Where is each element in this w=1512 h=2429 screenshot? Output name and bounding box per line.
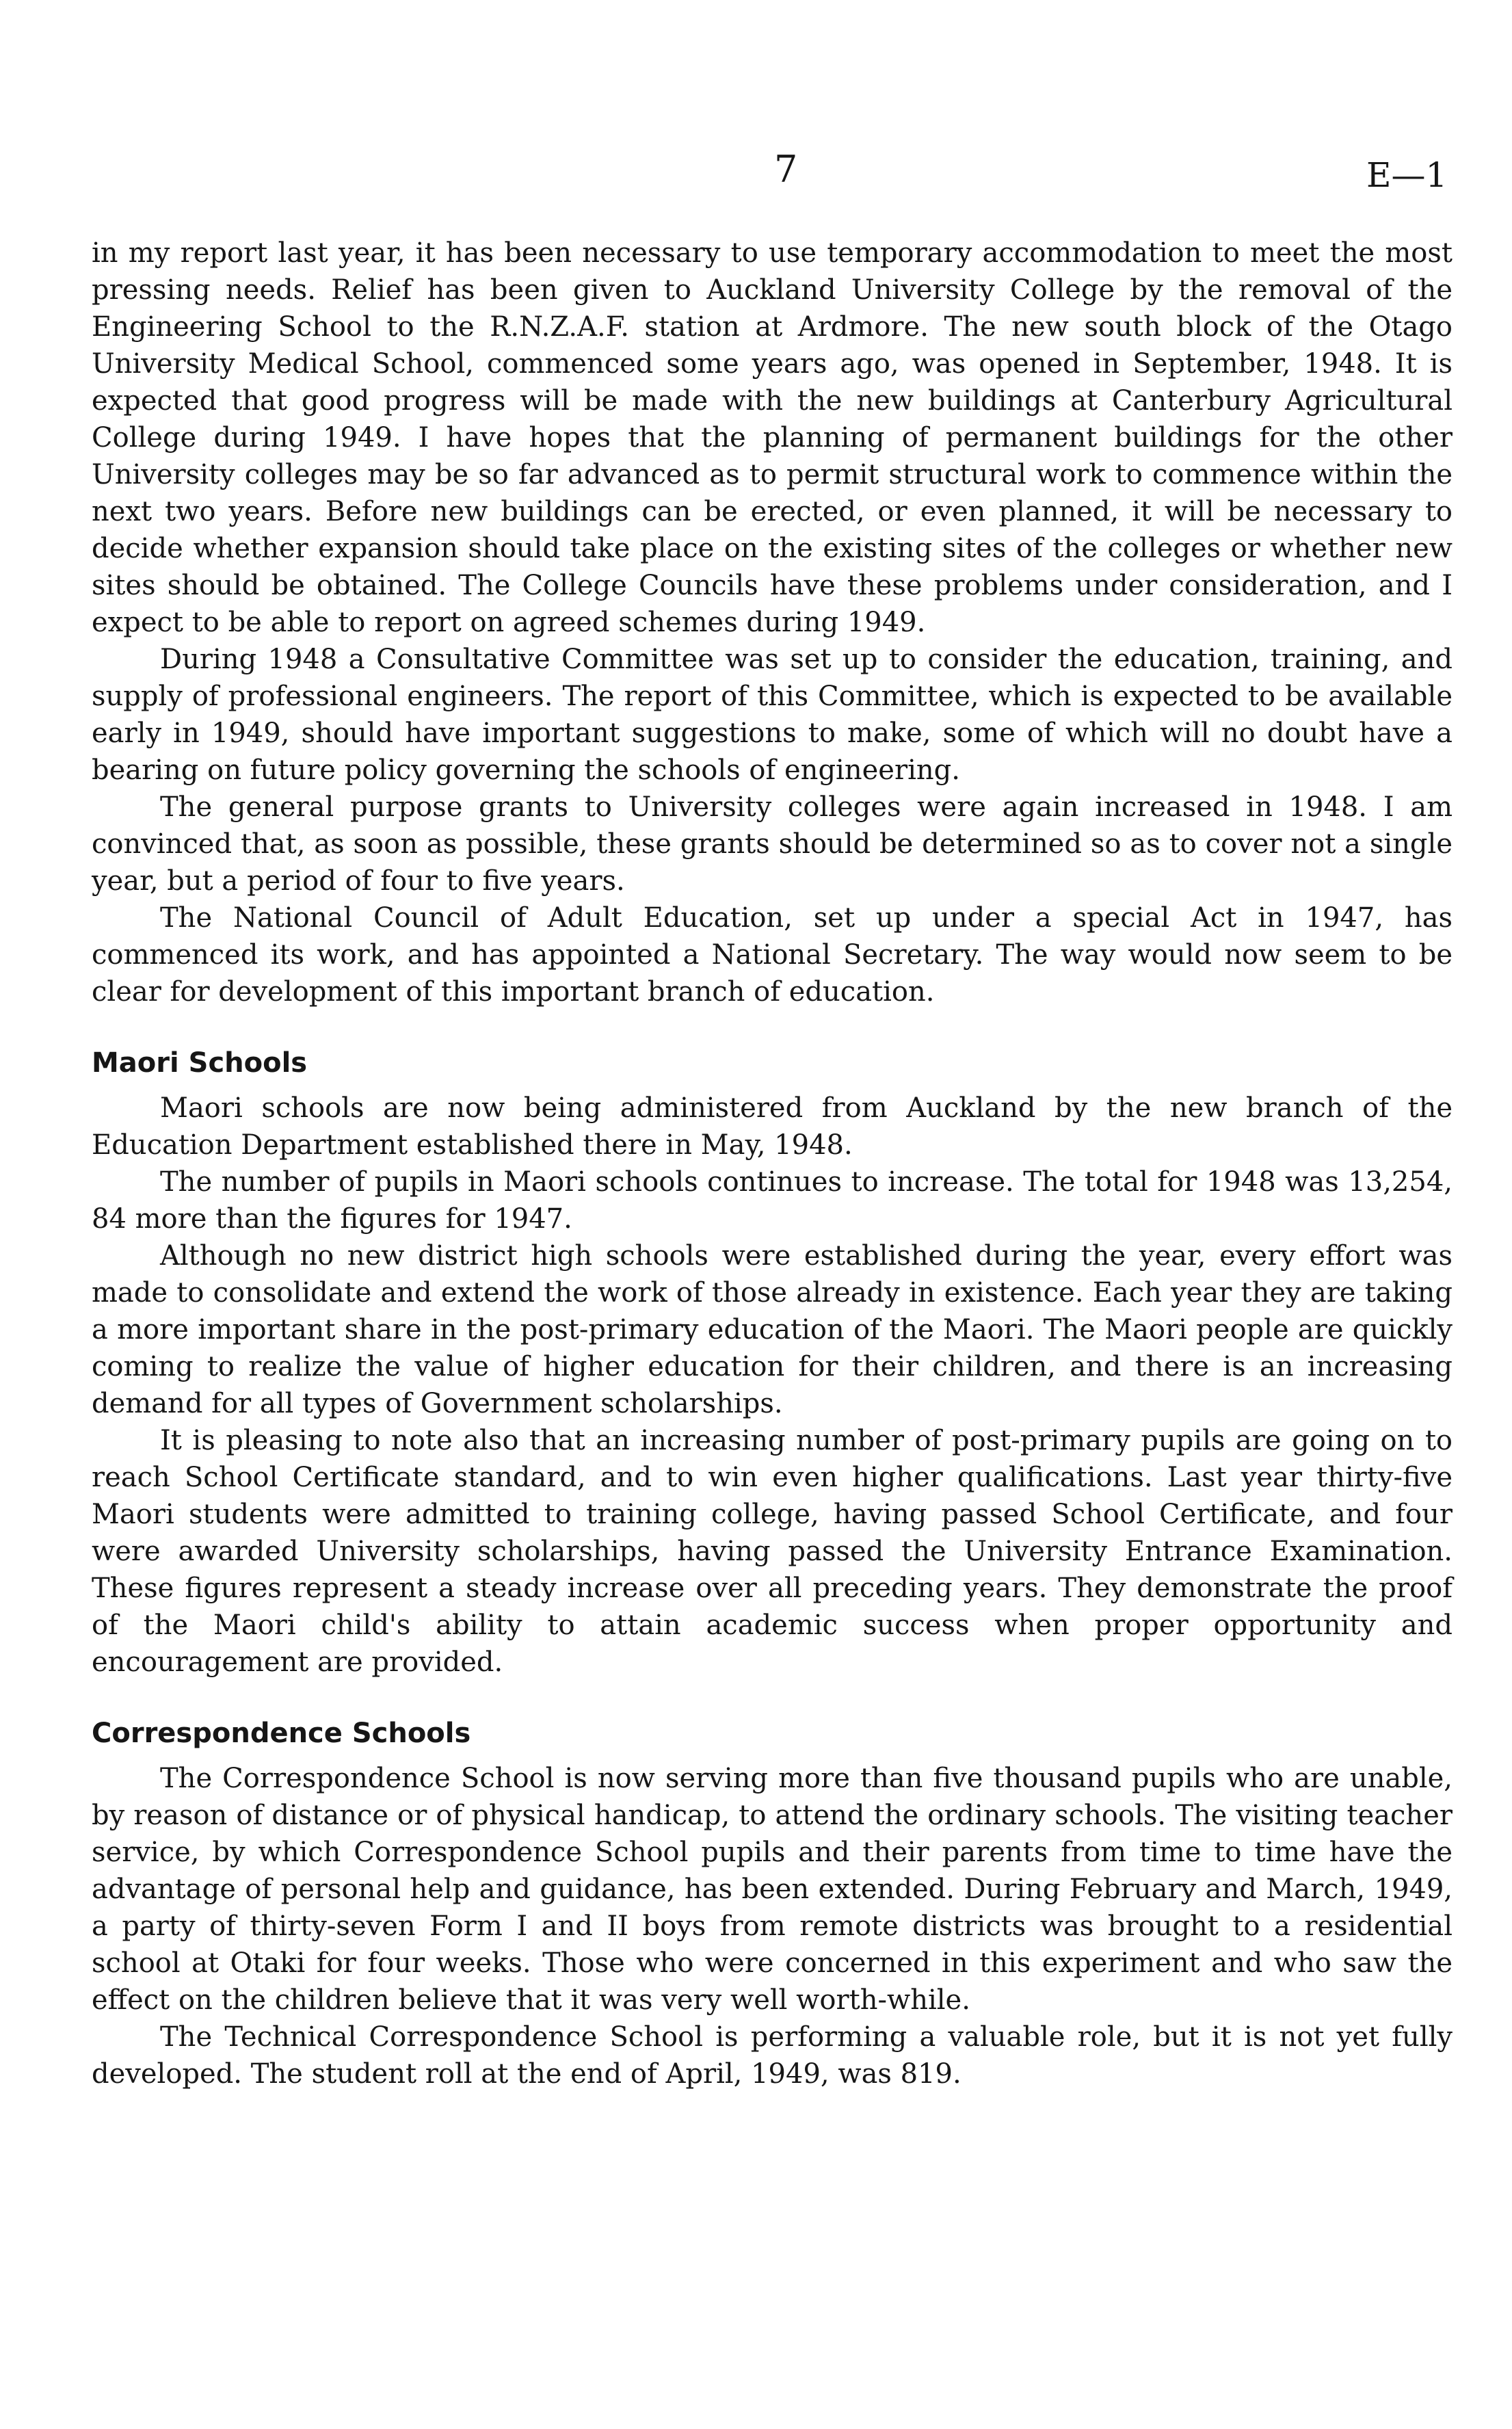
paragraph: Although no new district high schools were established during the year, every effort was made to consolidate and extend the work of those already in existence. Each year they are taking a more important share in the post-primary education of the Maori. The Maori people are quickly coming to realize the value of higher education for their children, and there is an increasing demand for all types of Government scholarships.	[92, 1240, 1453, 1419]
paragraph: The Technical Correspondence School is performing a valuable role, but it is not yet fully developed. The student roll at the end of April, 1949, was 819.	[92, 2021, 1453, 2090]
section-heading-correspondence-schools: Correspondence Schools	[92, 1718, 471, 1749]
paragraph: The number of pupils in Maori schools continues to increase. The total for 1948 was 13,254, 84 more than the figures for 1947.	[92, 1166, 1453, 1235]
paragraph: in my report last year, it has been necessary to use temporary accommodation to meet the most pressing needs. Relief has been given to Auckland University College by the removal of the Engineering School to the R.N.Z.A.F. station at Ardmore. The new south block of the Otago University Medical School, commenced some years ago, was opened in September, 1948. It is expected that good progress will be made with the new buildings at Canterbury Agricultural College during 1949. I have hopes that the planning of permanent buildings for the other University colleges may be so far advanced as to permit structural work to commence within the next two years. Before new buildings can be erected, or even planned, it will be necessary to decide whether expansion should take place on the existing sites of the colleges or whether new sites should be obtained. The College Councils have these problems under consideration, and I expect to be able to report on agreed schemes during 1949.	[92, 237, 1453, 638]
paragraph: It is pleasing to note also that an increasing number of post-primary pupils are going on to reach School Certificate standard, and to win even higher qualifications. Last year thirty-five Maori students were admitted to training college, having passed School Certificate, and four were awarded University scholarships, having passed the University Entrance Examination. These figures represent a steady increase over all preceding years. They demonstrate the proof of the Maori child's ability to attain academic success when proper opportunity and encouragement are provided.	[92, 1425, 1453, 1678]
document-reference: E—1	[1366, 155, 1448, 195]
paragraph: The Correspondence School is now serving more than five thousand pupils who are unable, by reason of distance or of physical handicap, to attend the ordinary schools. The visiting teacher service, by which Correspondence School pupils and their parents from time to time have the advantage of personal help and guidance, has been extended. During February and March, 1949, a party of thirty-seven Form I and II boys from remote districts was brought to a residential school at Otaki for four weeks. Those who were concerned in this experiment and who saw the effect on the children believe that it was very well worth-while.	[92, 1763, 1453, 2016]
page-number: 7	[774, 148, 798, 191]
paragraph: The general purpose grants to University colleges were again increased in 1948. I am convinced that, as soon as possible, these grants should be determined so as to cover not a single year, but a period of four to five years.	[92, 791, 1453, 897]
section-heading-maori-schools: Maori Schools	[92, 1047, 308, 1079]
paragraph: During 1948 a Consultative Committee was set up to consider the education, training, and supply of professional engineers. The report of this Committee, which is expected to be available early in 1949, should have important suggestions to make, some of which will no doubt have a bearing on future policy governing the schools of engineering.	[92, 644, 1453, 786]
paragraph: Maori schools are now being administered from Auckland by the new branch of the Education Department established there in May, 1948.	[92, 1092, 1453, 1161]
paragraph: The National Council of Adult Education, set up under a special Act in 1947, has commenced its work, and has appointed a National Secretary. The way would now seem to be clear for development of this important branch of education.	[92, 902, 1453, 1008]
body-text	[92, 235, 1453, 2092]
